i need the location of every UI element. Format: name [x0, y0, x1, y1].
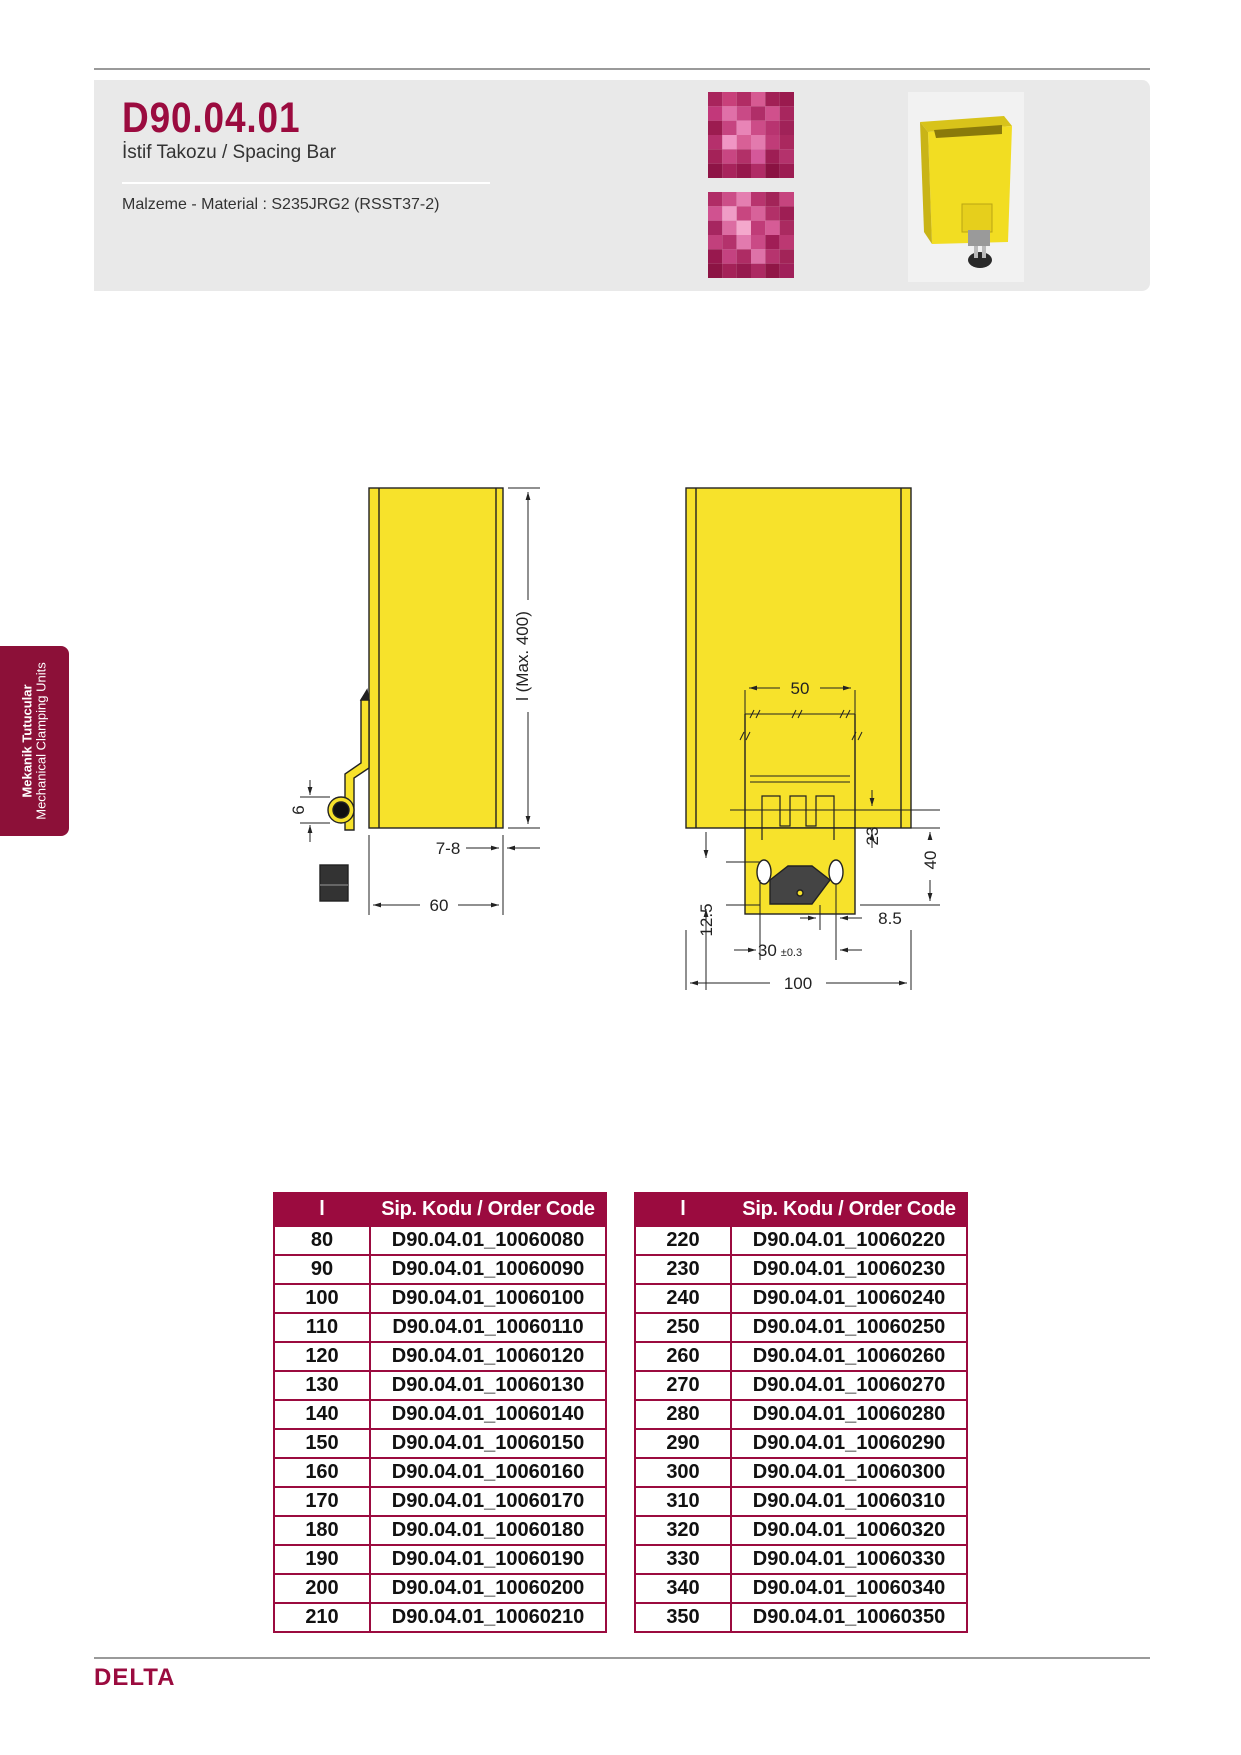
- dim-40-label: 40: [921, 850, 940, 870]
- cell-length: 320: [635, 1516, 731, 1545]
- cell-length: 310: [635, 1487, 731, 1516]
- dim-100-label: 100: [783, 974, 813, 993]
- column-header-l: l: [274, 1193, 370, 1226]
- table-row: [635, 1487, 967, 1516]
- dim-length-label: l (Max. 400): [513, 611, 532, 701]
- dim-12-5-label: 12.5: [697, 903, 716, 937]
- cell-order-code: D90.04.01_10060130: [370, 1371, 606, 1400]
- cell-order-code: D90.04.01_10060210: [370, 1603, 606, 1632]
- cell-length: 190: [274, 1545, 370, 1574]
- table-row: [635, 1516, 967, 1545]
- table-body: [274, 1226, 606, 1632]
- cell-order-code: D90.04.01_10060340: [731, 1574, 967, 1603]
- dim-8-5-label: 8.5: [878, 909, 902, 928]
- table-row: [635, 1342, 967, 1371]
- cell-order-code: D90.04.01_10060260: [731, 1342, 967, 1371]
- cell-order-code: D90.04.01_10060350: [731, 1603, 967, 1632]
- cell-order-code: D90.04.01_10060220: [731, 1226, 967, 1255]
- cell-order-code: D90.04.01_10060090: [370, 1255, 606, 1284]
- cell-order-code: D90.04.01_10060280: [731, 1400, 967, 1429]
- cell-length: 270: [635, 1371, 731, 1400]
- table-row: [635, 1284, 967, 1313]
- table-row: [635, 1226, 967, 1255]
- dim-30-label: [758, 941, 802, 960]
- product-subtitle: İstif Takozu / Spacing Bar: [122, 142, 337, 163]
- cell-order-code: D90.04.01_10060320: [731, 1516, 967, 1545]
- table-row: [274, 1487, 606, 1516]
- dim-23-label: 23: [863, 826, 882, 846]
- cell-length: 250: [635, 1313, 731, 1342]
- product-photo: [908, 92, 1024, 282]
- cell-order-code: D90.04.01_10060270: [731, 1371, 967, 1400]
- cell-length: 120: [274, 1342, 370, 1371]
- cell-length: 290: [635, 1429, 731, 1458]
- table-row: [274, 1284, 606, 1313]
- header-divider: [122, 182, 490, 184]
- material-label: Malzeme - Material : S235JRG2 (RSST37-2): [122, 196, 440, 213]
- logo-text: DELTA: [94, 1664, 176, 1691]
- category-label-en: Mechanical Clamping Units: [33, 662, 48, 820]
- cell-order-code: D90.04.01_10060190: [370, 1545, 606, 1574]
- cell-length: 280: [635, 1400, 731, 1429]
- column-header-order-code: Sip. Kodu / Order Code: [370, 1193, 606, 1226]
- table-row: [635, 1255, 967, 1284]
- cell-order-code: D90.04.01_10060170: [370, 1487, 606, 1516]
- cell-length: 350: [635, 1603, 731, 1632]
- category-label-tr: Mekanik Tutucular: [19, 684, 35, 798]
- table-row: [274, 1603, 606, 1632]
- table-body: [635, 1226, 967, 1632]
- table-row: [635, 1574, 967, 1603]
- cell-length: 90: [274, 1255, 370, 1284]
- cell-length: 80: [274, 1226, 370, 1255]
- cell-order-code: D90.04.01_10060120: [370, 1342, 606, 1371]
- cell-order-code: D90.04.01_10060100: [370, 1284, 606, 1313]
- table-row: [274, 1313, 606, 1342]
- table-row: [274, 1255, 606, 1284]
- table-row: [274, 1226, 606, 1255]
- table-row: [274, 1429, 606, 1458]
- cell-order-code: D90.04.01_10060160: [370, 1458, 606, 1487]
- table-row: [635, 1371, 967, 1400]
- cell-length: 330: [635, 1545, 731, 1574]
- table-row: [635, 1603, 967, 1632]
- cell-length: 170: [274, 1487, 370, 1516]
- product-code-title: D90.04.01: [122, 94, 301, 142]
- order-code-table-left: [273, 1192, 607, 1633]
- cell-length: 200: [274, 1574, 370, 1603]
- table-row: [635, 1458, 967, 1487]
- table-header-row: [274, 1193, 606, 1226]
- table-row: [274, 1371, 606, 1400]
- bottom-rule: [94, 1657, 1150, 1659]
- cell-order-code: D90.04.01_10060310: [731, 1487, 967, 1516]
- cell-length: 100: [274, 1284, 370, 1313]
- table-row: [274, 1342, 606, 1371]
- cell-order-code: D90.04.01_10060330: [731, 1545, 967, 1574]
- side-category-label: [20, 646, 47, 836]
- table-header-row: [635, 1193, 967, 1226]
- cell-order-code: D90.04.01_10060140: [370, 1400, 606, 1429]
- cell-length: 210: [274, 1603, 370, 1632]
- front-view: [686, 488, 911, 914]
- table-row: [635, 1545, 967, 1574]
- table-row: [274, 1545, 606, 1574]
- column-header-l: l: [635, 1193, 731, 1226]
- cell-order-code: D90.04.01_10060250: [731, 1313, 967, 1342]
- side-view: [320, 488, 503, 901]
- cell-order-code: D90.04.01_10060240: [731, 1284, 967, 1313]
- cell-order-code: D90.04.01_10060110: [370, 1313, 606, 1342]
- technical-drawing: [280, 470, 980, 1010]
- cell-order-code: D90.04.01_10060150: [370, 1429, 606, 1458]
- dim-60-label: 60: [429, 896, 449, 915]
- cell-order-code: D90.04.01_10060080: [370, 1226, 606, 1255]
- dim-50-label: 50: [790, 679, 810, 698]
- cell-length: 110: [274, 1313, 370, 1342]
- cell-order-code: D90.04.01_10060180: [370, 1516, 606, 1545]
- cell-length: 150: [274, 1429, 370, 1458]
- cell-length: 240: [635, 1284, 731, 1313]
- cell-length: 260: [635, 1342, 731, 1371]
- pixelated-swatch-image: [708, 92, 794, 178]
- cell-length: 230: [635, 1255, 731, 1284]
- cell-length: 160: [274, 1458, 370, 1487]
- cell-length: 140: [274, 1400, 370, 1429]
- column-header-order-code: Sip. Kodu / Order Code: [731, 1193, 967, 1226]
- dim-30-tolerance: ±0.3: [780, 947, 803, 959]
- cell-length: 300: [635, 1458, 731, 1487]
- delta-logo: [94, 1664, 175, 1692]
- cell-length: 180: [274, 1516, 370, 1545]
- cell-order-code: D90.04.01_10060290: [731, 1429, 967, 1458]
- cell-order-code: D90.04.01_10060300: [731, 1458, 967, 1487]
- table-row: [635, 1429, 967, 1458]
- top-rule: [94, 68, 1150, 70]
- dim-30-value: 30: [757, 941, 777, 960]
- cell-order-code: D90.04.01_10060200: [370, 1574, 606, 1603]
- cell-order-code: D90.04.01_10060230: [731, 1255, 967, 1284]
- dim-6-label: 6: [289, 805, 308, 815]
- pixelated-swatch-image: [708, 192, 794, 278]
- dim-7-8-label: 7-8: [435, 839, 461, 858]
- table-row: [274, 1516, 606, 1545]
- order-code-table-right: [634, 1192, 968, 1633]
- table-row: [635, 1313, 967, 1342]
- cell-length: 340: [635, 1574, 731, 1603]
- table-row: [635, 1400, 967, 1429]
- table-row: [274, 1574, 606, 1603]
- table-row: [274, 1458, 606, 1487]
- table-row: [274, 1400, 606, 1429]
- cell-length: 130: [274, 1371, 370, 1400]
- cell-length: 220: [635, 1226, 731, 1255]
